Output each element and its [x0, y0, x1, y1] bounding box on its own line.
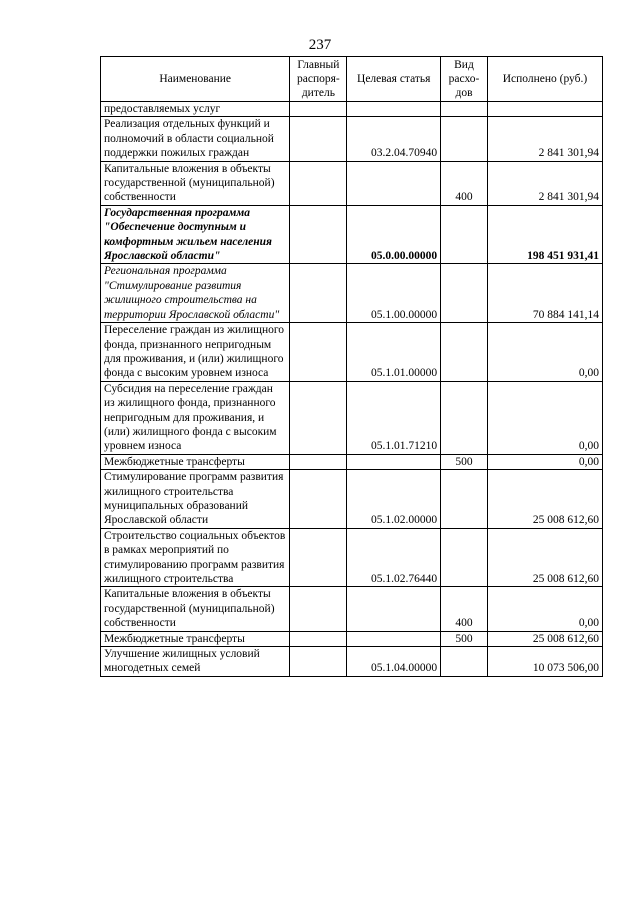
table-row	[101, 647, 603, 677]
cell-admin	[290, 264, 347, 323]
cell-name: Стимулирование программ развития жилищного строительства муниципальных образований Ярославской области	[101, 470, 290, 529]
cell-admin	[290, 647, 347, 677]
cell-expense-type	[441, 117, 488, 161]
table-row	[101, 470, 603, 529]
cell-admin	[290, 117, 347, 161]
cell-admin	[290, 470, 347, 529]
cell-expense-type	[441, 323, 488, 382]
cell-target-code	[347, 454, 441, 469]
cell-target-code	[347, 102, 441, 117]
cell-expense-type	[441, 647, 488, 677]
table-header-row	[101, 57, 603, 102]
cell-amount: 25 008 612,60	[487, 631, 602, 646]
cell-admin	[290, 381, 347, 454]
cell-target-code	[347, 161, 441, 205]
cell-amount	[487, 102, 602, 117]
cell-amount: 0,00	[487, 323, 602, 382]
header-admin: Главный распоря- дитель	[290, 57, 347, 102]
table-row	[101, 381, 603, 454]
cell-target-code: 05.1.01.71210	[347, 381, 441, 454]
table-row	[101, 528, 603, 587]
cell-name: Переселение граждан из жилищного фонда, признанного непригодным для проживания, и (или) жилищного фонда с высоким уровнем износа	[101, 323, 290, 382]
header-amount: Исполнено (руб.)	[487, 57, 602, 102]
cell-amount: 0,00	[487, 587, 602, 631]
cell-amount: 2 841 301,94	[487, 161, 602, 205]
table-row	[101, 161, 603, 205]
cell-name: Межбюджетные трансферты	[101, 631, 290, 646]
cell-admin	[290, 631, 347, 646]
cell-target-code: 05.0.00.00000	[347, 205, 441, 264]
cell-target-code: 05.1.04.00000	[347, 647, 441, 677]
table-row	[101, 102, 603, 117]
cell-expense-type	[441, 381, 488, 454]
cell-target-code: 03.2.04.70940	[347, 117, 441, 161]
cell-name: Строительство социальных объектов в рамках мероприятий по стимулированию программ развития жилищного строительства	[101, 528, 290, 587]
cell-name: Улучшение жилищных условий многодетных семей	[101, 647, 290, 677]
cell-admin	[290, 528, 347, 587]
table-row	[101, 205, 603, 264]
header-name: Наименование	[101, 57, 290, 102]
cell-target-code: 05.1.02.00000	[347, 470, 441, 529]
cell-admin	[290, 161, 347, 205]
cell-expense-type	[441, 528, 488, 587]
cell-name: Субсидия на переселение граждан из жилищного фонда, признанного непригодным для проживания, и (или) жилищного фонда с высоким уровнем износа	[101, 381, 290, 454]
header-type: Вид расхо- дов	[441, 57, 488, 102]
cell-name: Региональная программа "Стимулирование развития жилищного строительства на территории Ярославской области"	[101, 264, 290, 323]
cell-name: Капитальные вложения в объекты государственной (муниципальной) собственности	[101, 587, 290, 631]
cell-expense-type: 400	[441, 587, 488, 631]
cell-expense-type: 500	[441, 631, 488, 646]
cell-expense-type	[441, 264, 488, 323]
cell-amount: 25 008 612,60	[487, 470, 602, 529]
table-row	[101, 587, 603, 631]
cell-amount: 198 451 931,41	[487, 205, 602, 264]
cell-expense-type	[441, 470, 488, 529]
cell-amount: 25 008 612,60	[487, 528, 602, 587]
cell-target-code: 05.1.00.00000	[347, 264, 441, 323]
cell-amount: 0,00	[487, 381, 602, 454]
cell-admin	[290, 323, 347, 382]
cell-admin	[290, 587, 347, 631]
cell-expense-type	[441, 205, 488, 264]
cell-admin	[290, 102, 347, 117]
cell-target-code: 05.1.02.76440	[347, 528, 441, 587]
cell-amount: 10 073 506,00	[487, 647, 602, 677]
cell-name: предоставляемых услуг	[101, 102, 290, 117]
page-number: 237	[308, 37, 332, 53]
cell-admin	[290, 454, 347, 469]
cell-target-code	[347, 631, 441, 646]
table-row	[101, 631, 603, 646]
cell-expense-type	[441, 102, 488, 117]
table-row	[101, 117, 603, 161]
cell-expense-type: 500	[441, 454, 488, 469]
budget-table	[100, 56, 603, 677]
cell-amount: 70 884 141,14	[487, 264, 602, 323]
cell-name: Межбюджетные трансферты	[101, 454, 290, 469]
header-target: Целевая статья	[347, 57, 441, 102]
cell-name: Реализация отдельных функций и полномочий в области социальной поддержки пожилых граждан	[101, 117, 290, 161]
cell-expense-type: 400	[441, 161, 488, 205]
cell-amount: 2 841 301,94	[487, 117, 602, 161]
table-row	[101, 323, 603, 382]
table-row	[101, 454, 603, 469]
cell-name: Государственная программа "Обеспечение доступным и комфортным жильем населения Ярославской области"	[101, 205, 290, 264]
cell-target-code: 05.1.01.00000	[347, 323, 441, 382]
cell-amount: 0,00	[487, 454, 602, 469]
cell-target-code	[347, 587, 441, 631]
table-row	[101, 264, 603, 323]
cell-admin	[290, 205, 347, 264]
cell-name: Капитальные вложения в объекты государственной (муниципальной) собственности	[101, 161, 290, 205]
